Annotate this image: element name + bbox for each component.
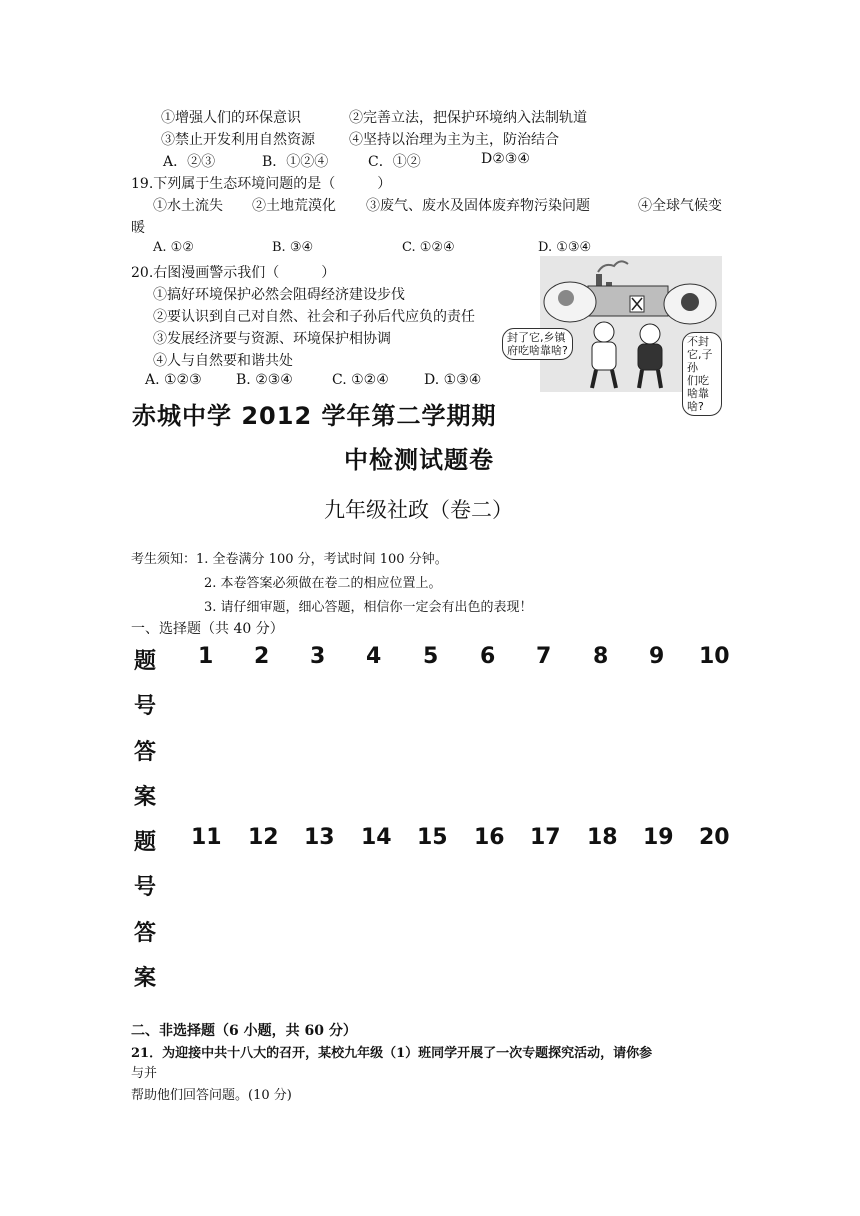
question-number: 13: [304, 825, 335, 850]
question-number: 5: [423, 644, 439, 669]
q19-option-4: ④全球气候变: [638, 198, 722, 214]
grid-label: 题: [134, 830, 157, 855]
q20-option-3: ③发展经济要与资源、环境保护相协调: [153, 331, 391, 347]
notes-item-2: 2. 本卷答案必须做在卷二的相应位置上。: [204, 576, 442, 591]
q20-option-2: ②要认识到自己对自然、社会和子孙后代应负的责任: [153, 309, 475, 325]
q20-choice-d: D. ①③④: [424, 372, 482, 388]
exam-title-line1: 赤城中学 2012 学年第二学期期: [132, 402, 497, 430]
section1-heading: 一、选择题（共 40 分）: [131, 621, 284, 637]
question-number: 9: [649, 644, 665, 669]
notes-item-1: 考生须知：1. 全卷满分 100 分，考试时间 100 分钟。: [131, 552, 448, 567]
q18-choice-c: C．①②: [368, 154, 421, 170]
grid-label: 号: [134, 875, 157, 900]
notes-item-3: 3. 请仔细审题，细心答题，相信你一定会有出色的表现！: [204, 600, 533, 615]
q19-choice-c: C. ①②④: [402, 240, 455, 255]
question-number: 7: [536, 644, 552, 669]
grid-label: 题: [134, 649, 157, 674]
q21-stem-line1: 21．为迎接中共十八大的召开，某校九年级（1）班同学开展了一次专题探究活动，请你参: [131, 1046, 653, 1061]
q19-option-wrap: 暖: [131, 220, 145, 236]
question-number: 11: [191, 825, 222, 850]
speech-bubble-left-line1: 封了它,乡镇: [507, 331, 566, 344]
question-number: 15: [417, 825, 448, 850]
exam-title-line2: 中检测试题卷: [344, 446, 494, 474]
q21-stem-line2: 与并: [131, 1066, 158, 1081]
q18-choice-b: B．①②④: [262, 154, 329, 170]
speech-bubble-right-line1: 不封它,子孙: [687, 335, 713, 374]
section2-heading: 二、非选择题（6 小题，共 60 分）: [131, 1023, 357, 1039]
q20-stem: 20.右图漫画警示我们（ ）: [131, 265, 336, 281]
q19-option-1: ①水土流失: [153, 198, 223, 214]
q18-option-2: ②完善立法，把保护环境纳入法制轨道: [349, 110, 587, 126]
q19-choice-a: A. ①②: [153, 240, 194, 255]
q20-choice-c: C. ①②④: [332, 372, 389, 388]
q19-option-2: ②土地荒漠化: [252, 198, 336, 214]
q20-choice-a: A. ①②③: [145, 372, 202, 388]
cartoon-illustration: [507, 256, 722, 413]
question-number: 17: [530, 825, 561, 850]
grid-label: 案: [134, 785, 157, 810]
q20-option-4: ④人与自然要和谐共处: [153, 353, 293, 369]
q21-stem-line3: 帮助他们回答问题。(10 分): [131, 1088, 292, 1103]
grid-label: 案: [134, 966, 157, 991]
question-number: 12: [248, 825, 279, 850]
q18-option-1: ①增强人们的环保意识: [161, 110, 301, 126]
question-number: 20: [699, 825, 730, 850]
question-number: 10: [699, 644, 730, 669]
exam-subtitle: 九年级社政（卷二）: [324, 498, 513, 522]
q19-stem: 19.下列属于生态环境问题的是（ ）: [131, 176, 392, 192]
q20-choice-b: B. ②③④: [236, 372, 293, 388]
question-number: 8: [593, 644, 609, 669]
speech-bubble-right-line2: 们吃啥靠啥?: [687, 374, 709, 413]
grid-label: 号: [134, 694, 157, 719]
question-number: 1: [198, 644, 214, 669]
speech-bubble-left: [502, 328, 573, 360]
q19-option-3: ③废气、废水及固体废弃物污染问题: [366, 198, 590, 214]
q18-option-3: ③禁止开发利用自然资源: [161, 132, 315, 148]
question-number: 19: [643, 825, 674, 850]
question-number: 6: [480, 644, 496, 669]
question-number: 4: [366, 644, 382, 669]
q19-choice-b: B. ③④: [272, 240, 314, 255]
speech-bubble-left-line2: 府吃啥靠啥?: [507, 344, 568, 357]
grid-label: 答: [134, 740, 157, 765]
q18-choice-a: A．②③: [163, 154, 216, 170]
q20-option-1: ①搞好环境保护必然会阻碍经济建设步伐: [153, 287, 405, 303]
q18-option-4: ④坚持以治理为主为主，防治结合: [349, 132, 559, 148]
q18-choice-d: D②③④: [481, 151, 530, 167]
question-number: 2: [254, 644, 270, 669]
question-number: 18: [587, 825, 618, 850]
grid-label: 答: [134, 921, 157, 946]
question-number: 3: [310, 644, 326, 669]
question-number: 14: [361, 825, 392, 850]
q19-choice-d: D. ①③④: [538, 240, 592, 255]
question-number: 16: [474, 825, 505, 850]
speech-bubble-right: [682, 332, 722, 416]
